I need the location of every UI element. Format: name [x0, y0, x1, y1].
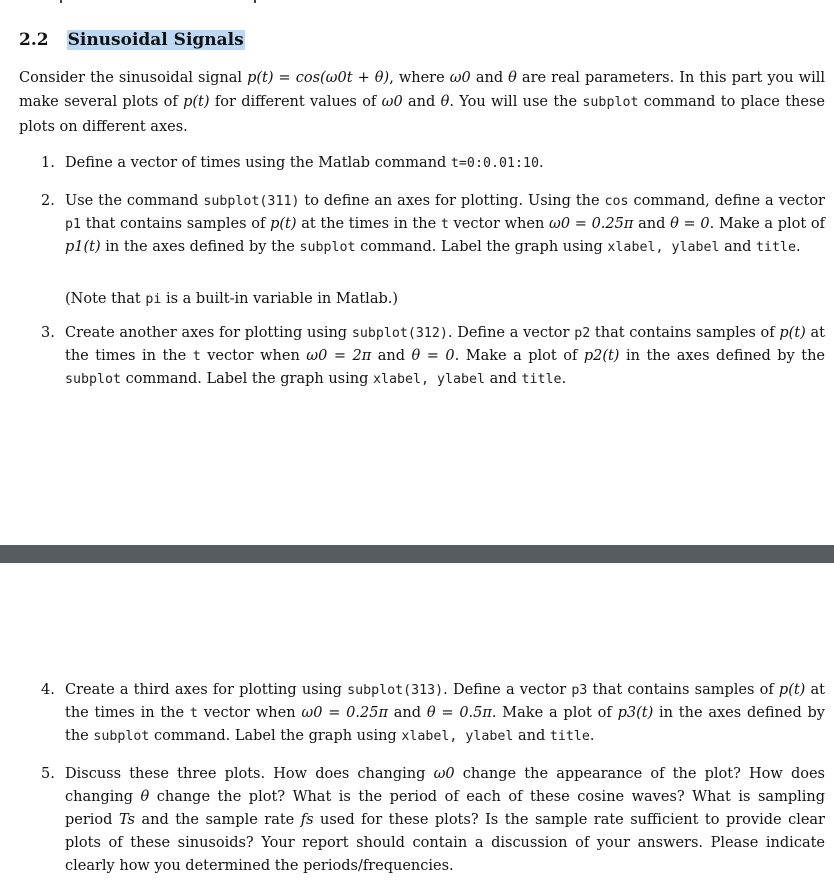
- item-text: and: [371, 348, 412, 364]
- signal-symbol: p(t): [183, 94, 210, 110]
- list-number: 5.: [41, 766, 55, 782]
- code-snippet: xlabel, ylabel: [372, 372, 486, 387]
- item-text: Use the command: [65, 193, 204, 209]
- code-subplot: subplot: [582, 95, 639, 110]
- item-text: to define an axes for plotting. Using the: [299, 193, 605, 209]
- item-text: command. Label the graph using: [149, 728, 402, 744]
- item-text: .: [796, 239, 801, 255]
- math-expression: p(t): [270, 216, 297, 232]
- list-item-1: [41, 152, 825, 175]
- list-item-4: [41, 679, 825, 748]
- intro-paragraph: [19, 66, 825, 139]
- list-number: 3.: [41, 325, 55, 341]
- cut-off-glyph: [60, 0, 62, 3]
- intro-text: and: [402, 94, 441, 110]
- theta-param: θ: [508, 70, 517, 86]
- item-text: . Define a vector: [447, 325, 575, 341]
- item-text: in the axes defined by the: [619, 348, 825, 364]
- code-snippet: t=0:0.01:10: [450, 156, 539, 171]
- intro-text: command to place these plots on different axes.: [19, 94, 825, 135]
- item-text: and the sample rate: [135, 812, 301, 828]
- section-heading: [19, 30, 245, 50]
- theta-param: θ: [440, 94, 450, 110]
- math-expression: p(t): [779, 325, 806, 341]
- item-text: and: [387, 705, 427, 721]
- item-text: change the appearance of the plot? How does changing: [65, 766, 825, 805]
- code-snippet: xlabel, ylabel: [401, 729, 514, 744]
- math-expression: θ = 0: [670, 216, 710, 232]
- item-text: and: [719, 239, 756, 255]
- item-text: .: [538, 155, 544, 171]
- code-snippet: p2: [574, 326, 591, 341]
- item-text: vector when: [448, 216, 549, 232]
- item-text: . Make a plot of: [709, 216, 826, 232]
- item-text: vector when: [197, 705, 302, 721]
- intro-text: for different values of: [209, 94, 382, 110]
- list-number: 4.: [41, 682, 55, 698]
- code-snippet: subplot: [299, 240, 356, 255]
- note-text: is a built-in variable in Matlab.): [161, 291, 399, 307]
- item-text: Create a third axes for plotting using: [65, 682, 348, 698]
- item-text: command, define a vector: [628, 193, 825, 209]
- intro-text: , where: [389, 70, 450, 86]
- page-separator: [0, 545, 834, 563]
- omega-param: ω0: [381, 94, 403, 110]
- item-text: change the plot? What is the period of each of these cosine waves? What is sampling period: [65, 789, 825, 828]
- item-text: at the times in the: [296, 216, 441, 232]
- item-text: Discuss these three plots. How does changing: [65, 766, 434, 782]
- code-snippet: p1: [65, 217, 82, 232]
- intro-text: . You will use the: [449, 94, 583, 110]
- code-snippet: subplot(313): [347, 683, 444, 698]
- item-text: Create another axes for plotting using: [65, 325, 352, 341]
- item-text: vector when: [200, 348, 307, 364]
- item-text: . Define a vector: [443, 682, 572, 698]
- item-text: at the times in the: [65, 682, 826, 721]
- omega-param: ω0: [449, 70, 471, 86]
- math-expression: θ: [140, 789, 150, 805]
- intro-text: are real parameters. In this part you will make several plots of: [19, 70, 825, 110]
- code-snippet: title: [549, 729, 590, 744]
- code-snippet: p3: [571, 683, 588, 698]
- intro-text: and: [470, 70, 509, 86]
- section-title: Sinusoidal Signals: [67, 30, 244, 50]
- code-snippet: t: [192, 349, 201, 364]
- code-snippet: t: [189, 706, 198, 721]
- code-snippet: subplot: [93, 729, 150, 744]
- math-expression: p3(t): [617, 705, 654, 721]
- document-page-bottom: [0, 563, 834, 888]
- math-expression: ω0 = 0.25π: [549, 216, 634, 232]
- math-expression: ω0: [433, 766, 455, 782]
- note-text: (Note that: [65, 291, 146, 307]
- code-snippet: t: [440, 217, 449, 232]
- code-snippet: subplot(312): [351, 326, 448, 341]
- code-snippet: title: [521, 372, 562, 387]
- item-text: and: [513, 728, 550, 744]
- item-text: .: [561, 371, 567, 387]
- list-number: 1.: [41, 155, 55, 171]
- code-snippet: pi: [145, 292, 162, 307]
- code-snippet: title: [755, 240, 797, 255]
- item-text: that contains samples of: [590, 325, 780, 341]
- item-text: that contains samples of: [81, 216, 271, 232]
- math-expression: p1(t): [65, 239, 101, 255]
- cut-off-glyph: [254, 0, 256, 3]
- math-expression: θ = 0: [411, 348, 455, 364]
- list-item-5: [41, 763, 825, 878]
- list-item-3: [41, 322, 825, 391]
- previous-page-edge: [0, 0, 834, 6]
- item-text: . Make a plot of: [454, 348, 584, 364]
- item-text: in the axes defined by the: [100, 239, 300, 255]
- math-expression: Ts: [118, 812, 135, 828]
- list-item-2: [41, 190, 825, 259]
- item-text: in the axes defined by the: [65, 705, 825, 744]
- math-expression: ω0 = 2π: [306, 348, 372, 364]
- math-expression: p(t): [778, 682, 806, 698]
- code-snippet: subplot: [65, 372, 122, 387]
- math-expression: p2(t): [583, 348, 620, 364]
- item-text: command. Label the graph using: [355, 239, 608, 255]
- note-paragraph: [65, 288, 398, 311]
- code-snippet: subplot(311): [203, 194, 300, 209]
- intro-text: Consider the sinusoidal signal: [19, 70, 248, 86]
- item-text: used for these plots? Is the sample rate sufficient to provide clear plots of these sinusoids? Your report should contain a discussion of your answers. Please indicate clearly how you determined the periods/frequencies.: [65, 812, 825, 874]
- item-text: Define a vector of times using the Matlab command: [65, 155, 451, 171]
- item-text: command. Label the graph using: [121, 371, 373, 387]
- item-text: that contains samples of: [587, 682, 779, 698]
- list-number: 2.: [41, 193, 55, 209]
- item-text: at the times in the: [65, 325, 825, 364]
- signal-definition: p(t) = cos(ω0t + θ): [247, 70, 390, 86]
- code-snippet: xlabel, ylabel: [607, 240, 720, 255]
- math-expression: ω0 = 0.25π: [301, 705, 388, 721]
- code-snippet: cos: [604, 194, 629, 209]
- section-number: 2.2: [19, 30, 49, 50]
- math-expression: θ = 0.5π: [426, 705, 492, 721]
- item-text: . Make a plot of: [491, 705, 618, 721]
- item-text: and: [485, 371, 522, 387]
- item-text: .: [589, 728, 595, 744]
- item-text: and: [633, 216, 671, 232]
- math-expression: fs: [300, 812, 314, 828]
